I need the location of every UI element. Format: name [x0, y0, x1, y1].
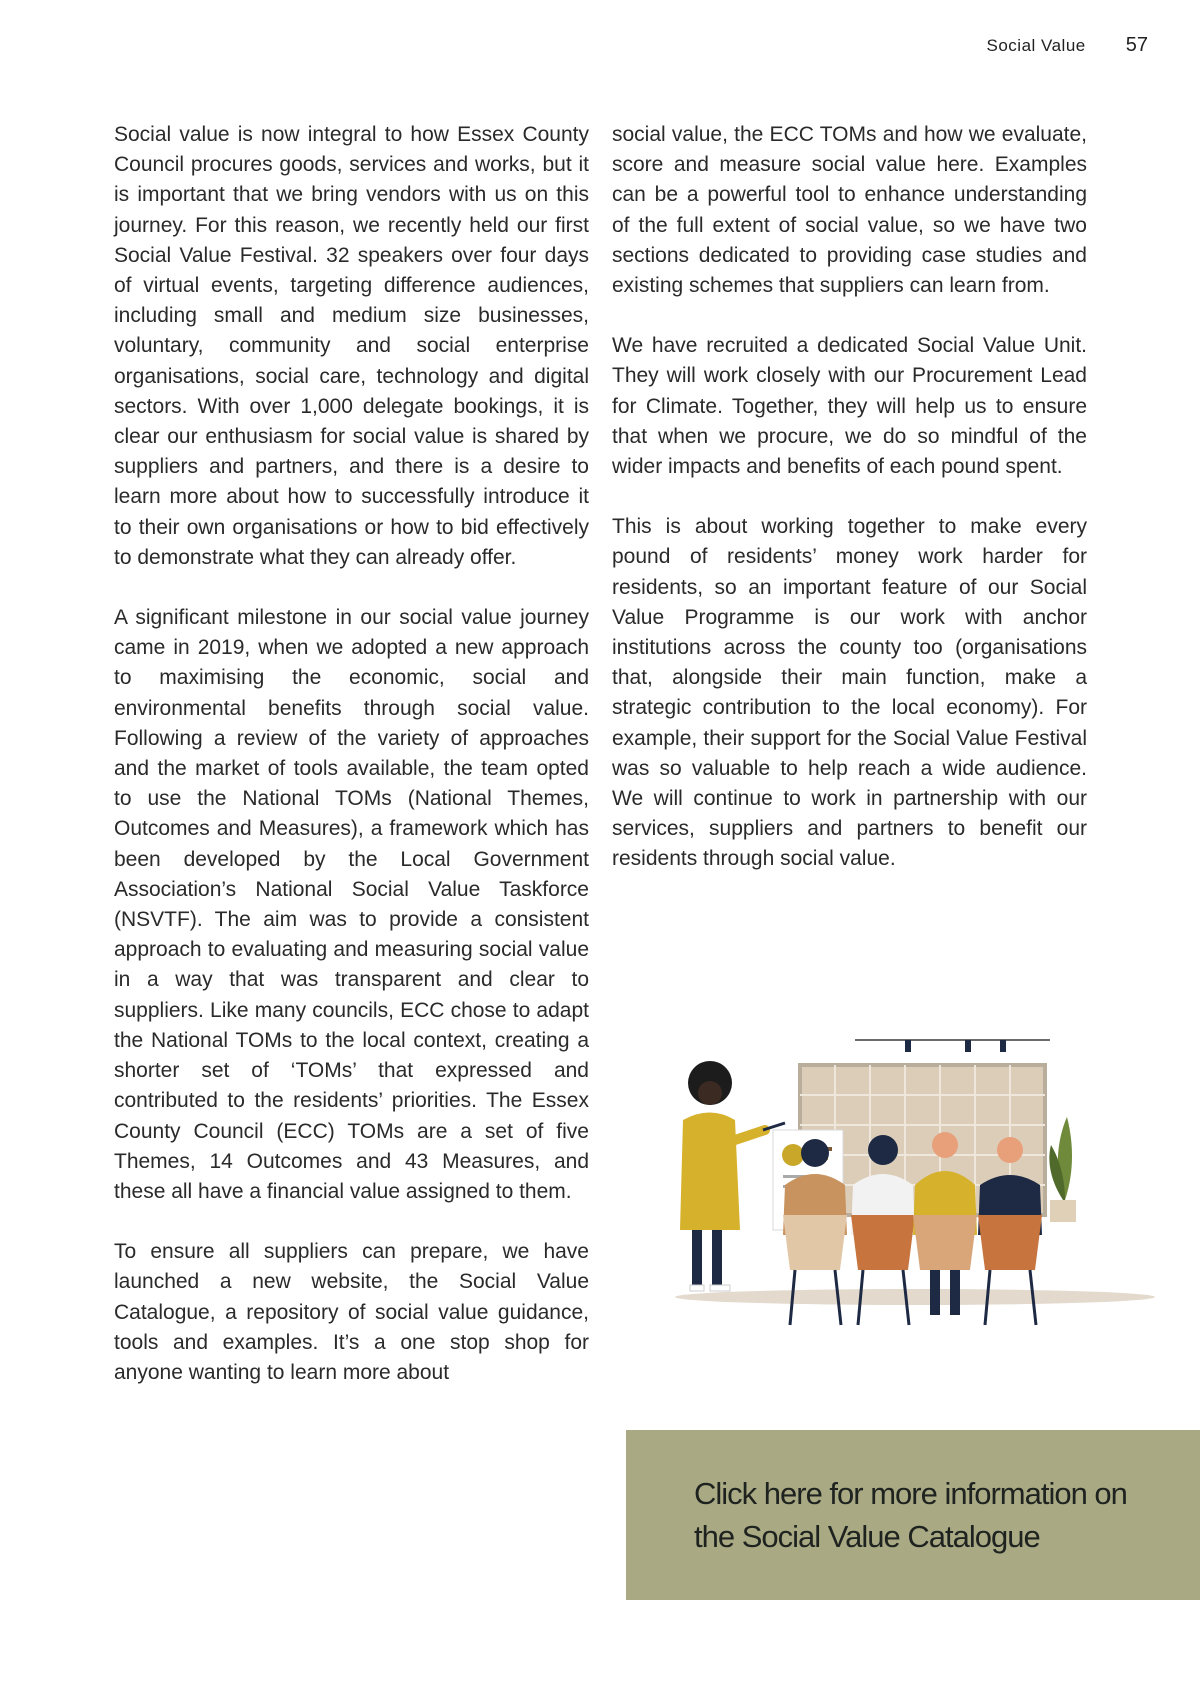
paragraph: This is about working together to make every pound of residents’ money work harder for residents, so an important feature of our Social Value Programme is our work with anchor institutions across the county too (organisations that, alongside their main function, make a strategic contribution to the local economy). For example, their support for the Social Value Festival was so valuable to help reach a wide audience. We will continue to work in partnership with our services, suppliers and partners to benefit our residents through social value.	[612, 515, 1087, 871]
page-header	[987, 34, 1149, 57]
catalogue-link[interactable]: Click here for more information on the Social Value Catalogue	[694, 1476, 1127, 1554]
paragraph: To ensure all suppliers can prepare, we have launched a new website, the Social Value Catalogue, a repository of social value guidance, tools and examples. It’s a one stop shop for anyone wanting to learn more about	[114, 1240, 589, 1384]
paragraph: We have recruited a dedicated Social Value Unit. They will work closely with our Procurement Lead for Climate. Together, they will help us to ensure that when we procure, we do so mindful of the wider impacts and benefits of each pound spent.	[612, 334, 1087, 479]
catalogue-cta-banner[interactable]	[626, 1430, 1200, 1600]
presentation-workshop-illustration	[655, 1035, 1155, 1385]
paragraph: A significant milestone in our social value journey came in 2019, when we adopted a new approach to maximising the economic, social and environmental benefits through social value. Following a review of the variety of approaches and the market of tools available, the team opted to use the National TOMs (National Themes, Outcomes and Measures), a framework which has been developed by the Local Government Association’s National Social Value Taskforce (NSVTF). The aim was to provide a consistent approach to evaluating and measuring social value in a way that was transparent and clear to suppliers. Like many councils, ECC chose to adapt the National TOMs to the local context, creating a shorter set of ‘TOMs’ that expressed and contributed to the residents’ priorities. The Essex County Council (ECC) TOMs are a set of five Themes, 14 Outcomes and 43 Measures, and these all have a financial value assigned to them.	[114, 606, 589, 1203]
paragraph: social value, the ECC TOMs and how we evaluate, score and measure social value here. Examples can be a powerful tool to enhance understanding of the full extent of social value, so we have two sections dedicated to providing case studies and existing schemes that suppliers can learn from.	[612, 123, 1087, 298]
paragraph: Social value is now integral to how Essex County Council procures goods, services and works, but it is important that we bring vendors with us on this journey. For this reason, we recently held our first Social Value Festival. 32 speakers over four days of virtual events, targeting difference audiences, including small and medium size businesses, voluntary, community and social enterprise organisations, social care, technology and digital sectors. With over 1,000 delegate bookings, it is clear our enthusiasm for social value is shared by suppliers and partners, and there is a desire to learn more about how to successfully introduce it to their own organisations or how to bid effectively to demonstrate what they can already offer.	[114, 123, 589, 569]
right-column	[612, 120, 1087, 905]
section-title: Social Value	[986, 36, 1086, 55]
page-number: 57	[1125, 34, 1148, 56]
left-column	[114, 120, 589, 1418]
